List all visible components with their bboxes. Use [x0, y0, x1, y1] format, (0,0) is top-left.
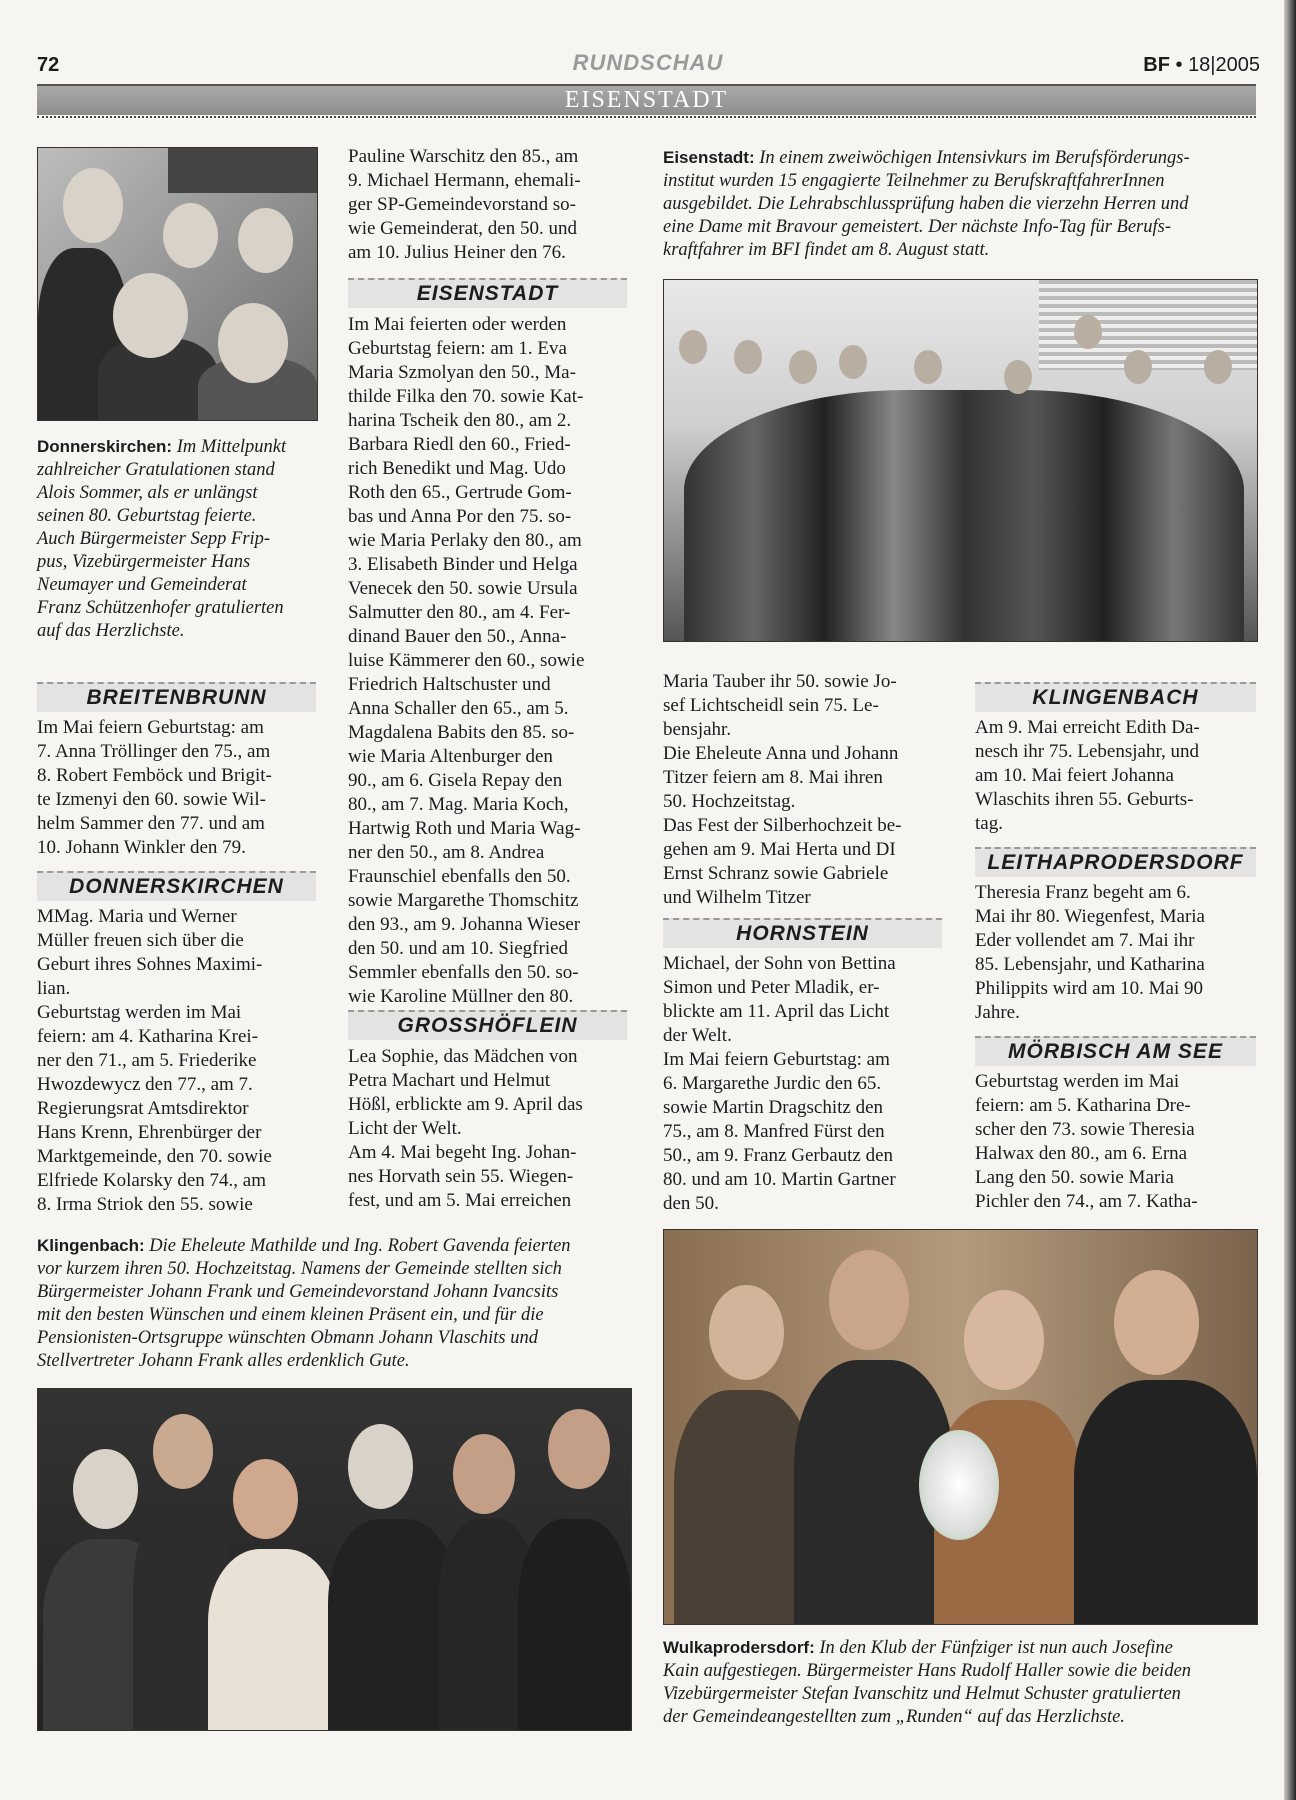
heading-breitenbrunn: BREITENBRUNN — [37, 682, 316, 712]
caption-eisenstadt — [663, 147, 1263, 262]
photo-bfi-group — [663, 279, 1258, 642]
caption-donnerskirchen — [37, 436, 322, 643]
caption-lead: Wulkaprodersdorf: — [663, 1638, 815, 1657]
text-hornstein: Michael, der Sohn von Bettina Simon und Peter Mladik, er- blickte am 11. April das Licht der Welt. Im Mai feiern Geburtstag: am 6. Margarethe Jurdic den 65. sowie Martin Dragschitz den 75., am 8. Manfred Fürst den 50., am 9. Franz Gerbautz den 80. und am 10. Martin Gartner den 50. — [663, 953, 896, 1214]
section-title: EISENSTADT — [564, 87, 729, 113]
divider — [37, 116, 1256, 118]
photo-donnerskirchen — [37, 147, 318, 421]
caption-text: Die Eheleute Mathilde und Ing. Robert Gavenda feierten vor kurzem ihren 50. Hochzeitstag. Namens der Gemeinde stellten sich Bürgermeister Johann Frank und Gemeindevorstand Johann Ivancsits mit den besten Wünschen und einem kleinen Präsent ein, und für die Pensionisten-Ortsgruppe wünschten Obmann Johann Vlaschits und Stellvertreter Johann Frank alles erdenklich Gute. — [37, 1236, 571, 1371]
caption-wulkaprodersdorf — [663, 1637, 1263, 1729]
text-continued: Pauline Warschitz den 85., am 9. Michael Hermann, ehemali- ger SP-Gemeindevorstand so- wie Gemeinderat, den 50. und am 10. Julius Heiner den 76. — [348, 146, 581, 263]
caption-klingenbach — [37, 1235, 637, 1373]
heading-leithaprodersdorf: LEITHAPRODERSDORF — [975, 847, 1256, 877]
text-klingenbach: Am 9. Mai erreicht Edith Da- nesch ihr 75. Lebensjahr, und am 10. Mai feiert Johanna Wlaschits ihren 55. Geburts- tag. — [975, 717, 1200, 834]
issue-info — [1143, 54, 1260, 77]
heading-donnerskirchen: DONNERSKIRCHEN — [37, 871, 316, 901]
issue-separator: • — [1175, 54, 1183, 76]
text-grosshoeflein: Lea Sophie, das Mädchen von Petra Machart und Helmut Hößl, erblickte am 9. April das Licht der Welt. Am 4. Mai begeht Ing. Johan- nes Horvath sein 55. Wiegen- fest, und am 5. Mai erreichen — [348, 1046, 583, 1211]
caption-text: Im Mittelpunkt zahlreicher Gratulationen stand Alois Sommer, als er unlängst seinen 80. Geburtstag feierte. Auch Bürgermeister Sepp Frip- pus, Vizebürgermeister Hans Neumayer und Gemeinderat Franz Schützenhofer gratulierten auf das Herzlichste. — [37, 437, 287, 641]
text-continued-col3: Maria Tauber ihr 50. sowie Jo- sef Lichtscheidl sein 75. Le- bensjahr. Die Eheleute Anna und Johann Titzer feiern am 8. Mai ihren 50. Hochzeitstag. Das Fest der Silberhochzeit be- gehen am 9. Mai Herta und DI Ernst Schranz sowie Gabriele und Wilhelm Titzer — [663, 671, 902, 908]
caption-text: In einem zweiwöchigen Intensivkurs im Berufsförderungs- institut wurden 15 engagierte Teilnehmer zu BerufskraftfahrerInnen ausgebildet. Die Lehrabschlussprüfung haben die vierzehn Herren und eine Dame mit Bravour gemeistert. Der nächste Info-Tag für Berufs- kraftfahrer im BFI findet am 8. August statt. — [663, 148, 1190, 260]
heading-klingenbach: KLINGENBACH — [975, 682, 1256, 712]
issue-number: 18|2005 — [1188, 54, 1260, 76]
photo-wulkaprodersdorf — [663, 1229, 1258, 1625]
section-bar — [37, 84, 1256, 115]
text-moerbisch: Geburtstag werden im Mai feiern: am 5. Katharina Dre- scher den 73. sowie Theresia Halwax den 80., am 6. Erna Lang den 50. sowie Maria Pichler den 74., am 7. Katha- — [975, 1071, 1198, 1212]
text-breitenbrunn: Im Mai feiern Geburtstag: am 7. Anna Tröllinger den 75., am 8. Robert Femböck und Brigit- te Izmenyi den 60. sowie Wil- helm Sammer den 77. und am 10. Johann Winkler den 79. — [37, 717, 272, 858]
caption-text: In den Klub der Fünfziger ist nun auch Josefine Kain aufgestiegen. Bürgermeister Hans Rudolf Haller sowie die beiden Vizebürgermeister Stefan Ivanschitz und Helmut Schuster gratulierten der Gemeindeangestellten zum „Runden“ auf das Herzlichste. — [663, 1638, 1192, 1727]
text-eisenstadt: Im Mai feierten oder werden Geburtstag feiern: am 1. Eva Maria Szmolyan den 50., Ma- thilde Filka den 70. sowie Kat- harina Tscheik den 80., am 2. Barbara Riedl den 60., Fried- rich Benedikt und Mag. Udo Roth den 65., Gertrude Gom- bas und Anna Por den 75. so- wie Maria Perlaky den 80., am 3. Elisabeth Binder und Helga Venecek den 50. sowie Ursula Salmutter den 80., am 4. Fer- dinand Bauer den 50., Anna- luise Kämmerer den 60., sowie Friedrich Haltschuster und Anna Schaller den 65., am 5. Magdalena Babits den 85. so- wie Maria Altenburger den 90., am 6. Gisela Repay den 80., am 7. Mag. Maria Koch, Hartwig Roth und Maria Wag- ner den 50., am 8. Andrea Fraunschiel ebenfalls den 50. sowie Margarethe Thomschitz den 93., am 9. Johanna Wieser den 50. und am 10. Siegfried Semmler ebenfalls den 50. so- wie Karoline Müllner den 80. — [348, 314, 585, 1007]
heading-grosshoeflein: GROSSHÖFLEIN — [348, 1010, 627, 1040]
caption-lead: Eisenstadt: — [663, 148, 755, 167]
caption-lead: Klingenbach: — [37, 1236, 145, 1255]
page-number: 72 — [37, 54, 60, 76]
heading-hornstein: HORNSTEIN — [663, 918, 942, 948]
section-kicker: RUNDSCHAU — [572, 50, 724, 75]
photo-klingenbach — [37, 1388, 632, 1731]
heading-eisenstadt: EISENSTADT — [348, 278, 627, 308]
caption-lead: Donnerskirchen: — [37, 437, 173, 456]
heading-moerbisch: MÖRBISCH AM SEE — [975, 1036, 1256, 1066]
text-leithaprodersdorf: Theresia Franz begeht am 6. Mai ihr 80. Wiegenfest, Maria Eder vollendet am 7. Mai ihr 85. Lebensjahr, und Katharina Philippits wird am 10. Mai 90 Jahre. — [975, 882, 1205, 1023]
text-donnerskirchen: MMag. Maria und Werner Müller freuen sich über die Geburt ihres Sohnes Maximi- lian. Geburtstag werden im Mai feiern: am 4. Katharina Krei- ner den 71., am 5. Friederike Hwozdewycz den 77., am 7. Regierungsrat Amtsdirektor Hans Krenn, Ehrenbürger der Marktgemeinde, den 70. sowie Elfriede Kolarsky den 74., am 8. Irma Striok den 55. sowie — [37, 906, 272, 1215]
page-edge-shadow — [1284, 0, 1296, 1800]
publication: BF — [1143, 54, 1170, 76]
